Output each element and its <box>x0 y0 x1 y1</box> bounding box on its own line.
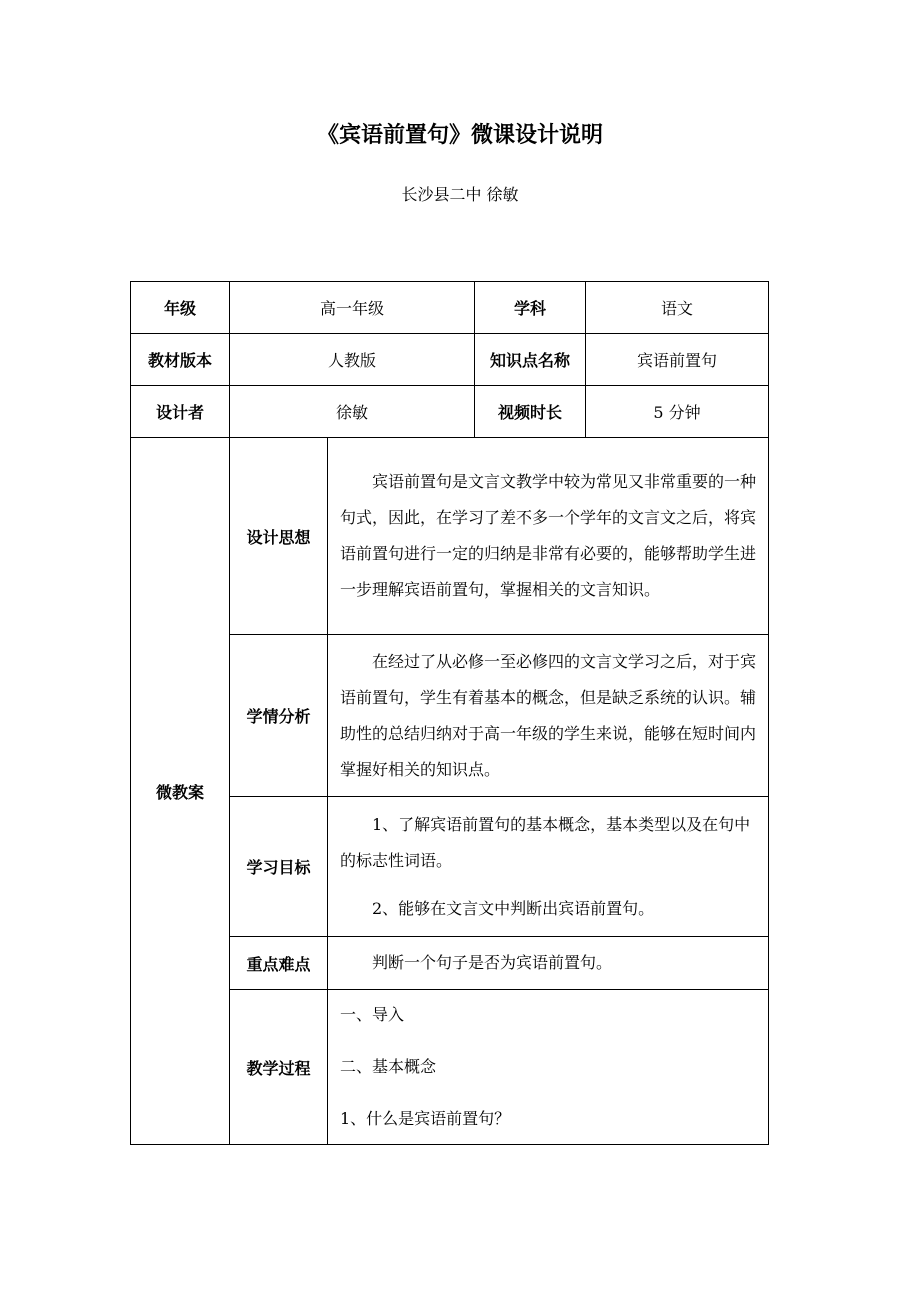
duration-value: 5 分钟 <box>586 386 769 438</box>
process-step-3: 1、什么是宾语前置句？ <box>340 1109 511 1128</box>
table-row <box>131 282 769 334</box>
key-points-text <box>328 937 769 990</box>
process-step-2: 二、基本概念 <box>340 1057 437 1076</box>
design-idea-label: 设计思想 <box>230 438 328 635</box>
grade-label: 年级 <box>131 282 230 334</box>
teaching-process-label: 教学过程 <box>230 990 328 1145</box>
key-points-label: 重点难点 <box>230 937 328 990</box>
table-row <box>131 386 769 438</box>
author-line: 长沙县二中 徐敏 <box>401 185 519 204</box>
table-row <box>131 334 769 386</box>
teaching-process-text <box>328 990 769 1145</box>
edition-value: 人教版 <box>230 334 475 386</box>
micro-plan-label: 微教案 <box>131 438 230 1145</box>
key-points-paragraph: 判断一个句子是否为宾语前置句。 <box>372 953 613 972</box>
table-row <box>131 438 769 635</box>
subject-value: 语文 <box>586 282 769 334</box>
learning-goal-2: 2、能够在文言文中判断出宾语前置句。 <box>372 898 655 918</box>
designer-value: 徐敏 <box>230 386 475 438</box>
process-step-1: 一、导入 <box>340 1005 405 1024</box>
designer-label: 设计者 <box>131 386 230 438</box>
lesson-design-table <box>130 281 769 1145</box>
edition-label: 教材版本 <box>131 334 230 386</box>
grade-value: 高一年级 <box>230 282 475 334</box>
subject-label: 学科 <box>475 282 586 334</box>
duration-label: 视频时长 <box>475 386 586 438</box>
page-title: 《宾语前置句》微课设计说明 <box>316 123 603 148</box>
learner-analysis-paragraph: 在经过了从必修一至必修四的文言文学习之后，对于宾语前置句，学生有着基本的概念，但是缺乏系统的认识。辅助性的总结归纳对于高一年级的学生来说，能够在短时间内掌握好相关的知识点。 <box>340 651 757 779</box>
design-idea-text <box>328 438 769 635</box>
topic-value: 宾语前置句 <box>586 334 769 386</box>
learning-goals-label: 学习目标 <box>230 797 328 937</box>
learner-analysis-text <box>328 635 769 797</box>
learning-goal-1: 1、了解宾语前置句的基本概念，基本类型以及在句中的标志性词语。 <box>340 814 751 870</box>
topic-label: 知识点名称 <box>475 334 586 386</box>
design-idea-paragraph: 宾语前置句是文言文教学中较为常见又非常重要的一种句式，因此，在学习了差不多一个学年的文言文之后，将宾语前置句进行一定的归纳是非常有必要的，能够帮助学生进一步理解宾语前置句，掌握相关的文言知识。 <box>340 472 757 599</box>
learner-analysis-label: 学情分析 <box>230 635 328 797</box>
learning-goals-text <box>328 797 769 937</box>
